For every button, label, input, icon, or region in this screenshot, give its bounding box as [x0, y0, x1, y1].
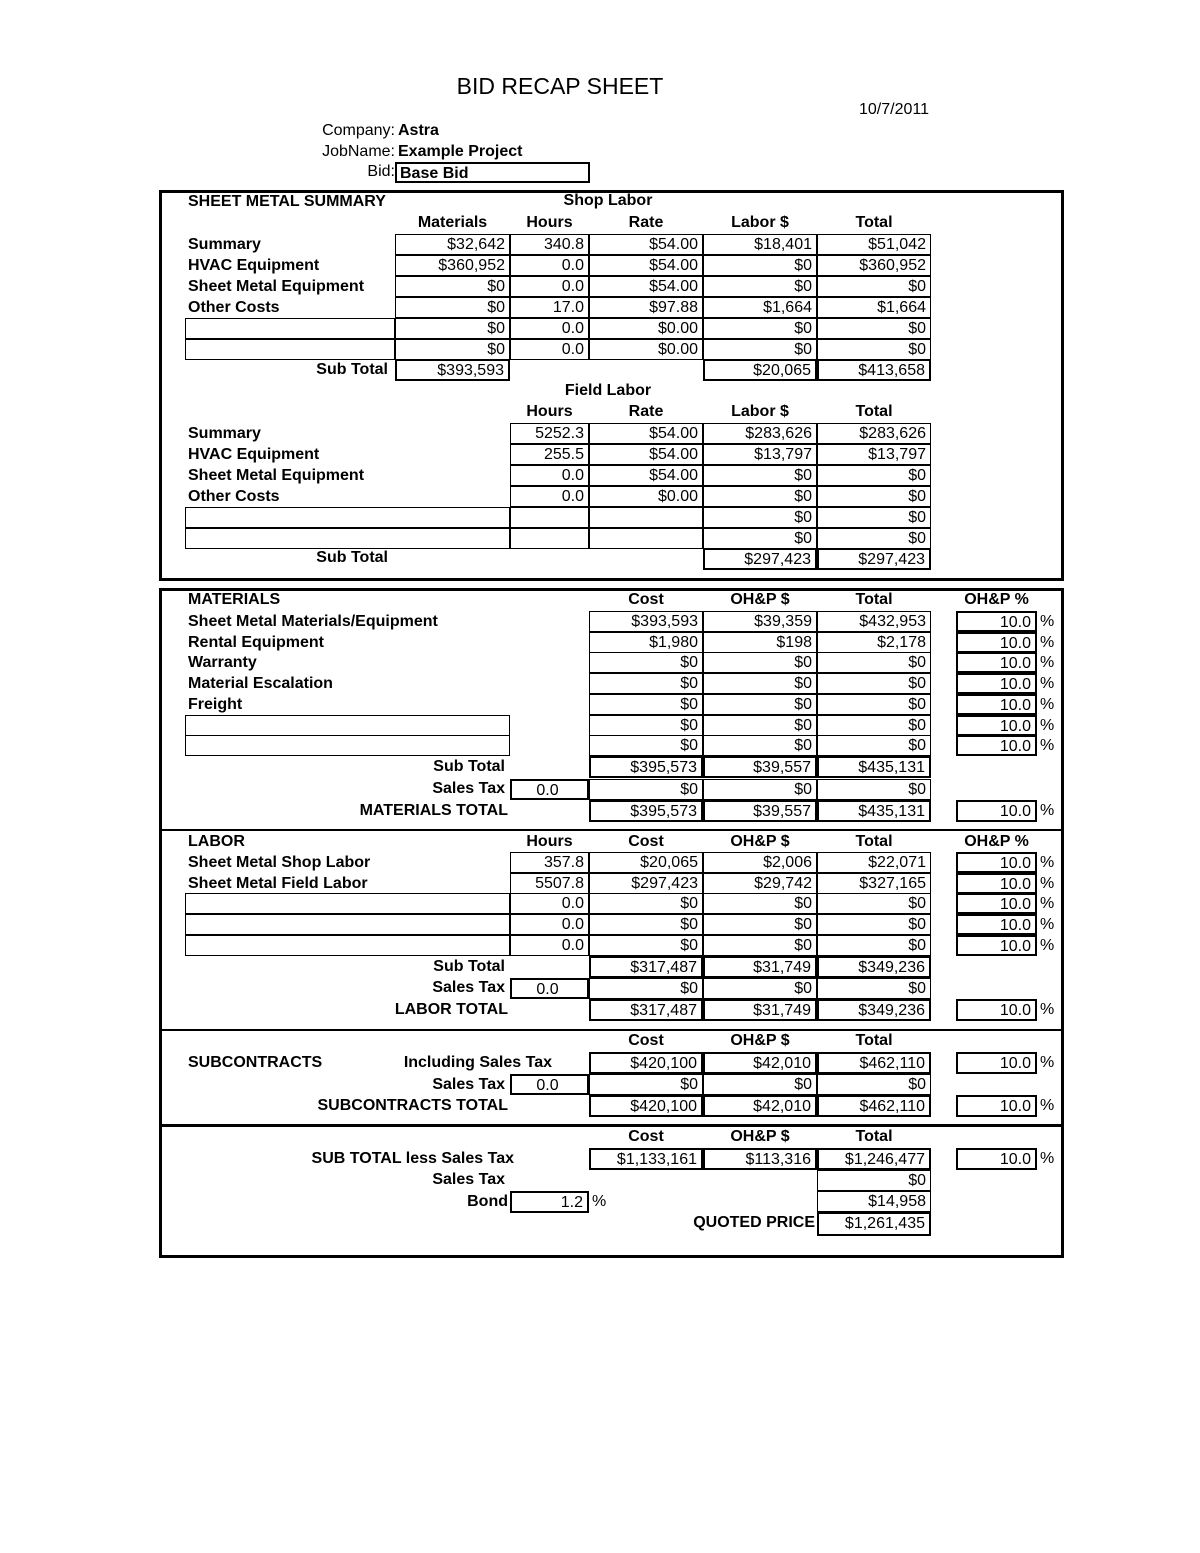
field-subtotal-total[interactable]: $297,423 [817, 548, 931, 570]
field-labor-cell[interactable]: $0 [703, 486, 817, 507]
summary-col-ohp: OH&P $ [730, 1128, 790, 1145]
labor-pct-cell[interactable]: 10.0 [956, 935, 1037, 956]
materials-pct-cell[interactable]: 10.0 [956, 652, 1037, 673]
field-rate-cell[interactable] [589, 528, 703, 549]
shop-labor-cell[interactable]: $0 [703, 339, 817, 360]
shop-hours-cell[interactable]: 17.0 [510, 297, 589, 318]
materials-tax-ohp[interactable]: $0 [703, 779, 817, 800]
materials-cost-cell[interactable]: $0 [589, 694, 703, 715]
materials-subtotal-ohp[interactable]: $39,557 [703, 756, 817, 778]
field-col-rate: Rate [628, 403, 664, 420]
field-rate-cell[interactable]: $54.00 [589, 465, 703, 486]
field-total-cell[interactable]: $13,797 [817, 444, 931, 465]
materials-total-cell[interactable]: $0 [817, 735, 931, 756]
labor-ohp-cell[interactable]: $2,006 [703, 852, 817, 873]
subcontracts-incl-ohp[interactable]: $42,010 [703, 1052, 817, 1074]
shop-labor-cell[interactable]: $0 [703, 276, 817, 297]
quoted-price-total[interactable]: $1,261,435 [817, 1212, 931, 1236]
labor-pct-cell[interactable]: 10.0 [956, 893, 1037, 914]
labor-subtotal-total[interactable]: $349,236 [817, 956, 931, 978]
materials-row-label: Freight [188, 695, 243, 713]
shop-col-rate: Rate [628, 214, 664, 231]
field-labor-cell[interactable]: $0 [703, 528, 817, 549]
materials-grand-ohp[interactable]: $39,557 [703, 800, 817, 822]
percent-sign: % [1040, 613, 1055, 630]
labor-grand-ohp[interactable]: $31,749 [703, 999, 817, 1021]
labor-pct-cell[interactable]: 10.0 [956, 852, 1037, 873]
field-labor-cell[interactable]: $0 [703, 465, 817, 486]
shop-rate-cell[interactable]: $97.88 [589, 297, 703, 318]
percent-sign: % [1040, 1001, 1055, 1018]
field-labor-cell[interactable]: $13,797 [703, 444, 817, 465]
shop-row-label: HVAC Equipment [188, 257, 320, 274]
shop-subtotal-labor[interactable]: $20,065 [703, 359, 817, 381]
materials-pct-cell[interactable]: 10.0 [956, 694, 1037, 715]
bid-value[interactable]: Base Bid [395, 162, 590, 183]
field-labor-cell[interactable]: $283,626 [703, 423, 817, 444]
subcontracts-incl-cost[interactable]: $420,100 [589, 1052, 703, 1074]
materials-tax-rate[interactable]: 0.0 [510, 779, 589, 800]
shop-hours-cell[interactable]: 0.0 [510, 276, 589, 297]
labor-total-cell[interactable]: $0 [817, 914, 931, 935]
materials-total-cell[interactable]: $0 [817, 673, 931, 694]
labor-total-label: LABOR TOTAL [394, 1001, 508, 1018]
materials-pct-cell[interactable]: 10.0 [956, 735, 1037, 756]
shop-subtotal-materials[interactable]: $393,593 [395, 359, 510, 381]
materials-title: MATERIALS [188, 591, 281, 608]
shop-materials-cell[interactable]: $0 [395, 318, 510, 339]
shop-total-cell[interactable]: $360,952 [817, 255, 931, 276]
labor-subtotal-label: Sub Total [433, 958, 505, 975]
percent-sign: % [1040, 802, 1055, 819]
subcontracts-incl-pct[interactable]: 10.0 [956, 1052, 1037, 1074]
labor-total-cell[interactable]: $0 [817, 893, 931, 914]
shop-materials-cell[interactable]: $32,642 [395, 234, 510, 255]
page-title: BID RECAP SHEET [456, 73, 664, 99]
summary-col-total: Total [855, 1128, 893, 1145]
materials-cost-cell[interactable]: $0 [589, 652, 703, 673]
materials-col-cost: Cost [628, 591, 664, 608]
subcontracts-grand-total[interactable]: $462,110 [817, 1095, 931, 1117]
labor-row-label-input[interactable] [185, 935, 510, 956]
labor-total-cell[interactable]: $22,071 [817, 852, 931, 873]
labor-grand-cost[interactable]: $317,487 [589, 999, 703, 1021]
field-total-cell[interactable]: $0 [817, 465, 931, 486]
bond-label: Bond [467, 1193, 508, 1210]
subcontracts-tax-rate[interactable]: 0.0 [510, 1074, 589, 1095]
shop-subtotal-total[interactable]: $413,658 [817, 359, 931, 381]
field-rate-cell[interactable] [589, 507, 703, 528]
materials-cost-cell[interactable]: $1,980 [589, 632, 703, 653]
company-value: Astra [398, 122, 439, 139]
labor-row-label: Sheet Metal Field Labor [188, 874, 368, 892]
field-row-label-input[interactable] [185, 528, 510, 549]
materials-ohp-cell[interactable]: $39,359 [703, 611, 817, 632]
field-row-label: Summary [188, 425, 261, 442]
materials-grand-cost[interactable]: $395,573 [589, 800, 703, 822]
field-hours-cell[interactable] [510, 507, 589, 528]
materials-pct-cell[interactable]: 10.0 [956, 632, 1037, 653]
field-col-total: Total [855, 403, 893, 420]
materials-cost-cell[interactable]: $0 [589, 735, 703, 756]
subcontracts-grand-pct[interactable]: 10.0 [956, 1095, 1037, 1117]
labor-row-label-input[interactable] [185, 914, 510, 935]
materials-subtotal-total[interactable]: $435,131 [817, 756, 931, 778]
sheet-metal-summary-title: SHEET METAL SUMMARY [188, 193, 386, 210]
field-total-cell[interactable]: $0 [817, 528, 931, 549]
shop-subtotal-label: Sub Total [316, 361, 388, 378]
materials-row-label: Sheet Metal Materials/Equipment [188, 613, 438, 630]
shop-labor-cell[interactable]: $0 [703, 318, 817, 339]
percent-sign: % [1040, 936, 1055, 954]
field-subtotal-labor[interactable]: $297,423 [703, 548, 817, 570]
subcontracts-tax-total[interactable]: $0 [817, 1074, 931, 1095]
shop-total-cell[interactable]: $1,664 [817, 297, 931, 318]
divider-labor [159, 829, 1064, 831]
shop-rate-cell[interactable]: $54.00 [589, 276, 703, 297]
labor-grand-total[interactable]: $349,236 [817, 999, 931, 1021]
materials-total-cell[interactable]: $432,953 [817, 611, 931, 632]
labor-col-ohp: OH&P $ [730, 833, 790, 850]
labor-subtotal-ohp[interactable]: $31,749 [703, 956, 817, 978]
percent-sign: % [1040, 1054, 1055, 1071]
labor-ohp-cell[interactable]: $0 [703, 935, 817, 956]
shop-materials-cell[interactable]: $0 [395, 339, 510, 360]
materials-tax-total[interactable]: $0 [817, 779, 931, 800]
labor-subtotal-cost[interactable]: $317,487 [589, 956, 703, 978]
bond-pct[interactable]: 1.2 [510, 1191, 589, 1213]
labor-hours-cell[interactable]: 357.8 [510, 852, 589, 873]
bond-total[interactable]: $14,958 [817, 1191, 931, 1212]
labor-col-total: Total [855, 833, 893, 850]
materials-grand-total[interactable]: $435,131 [817, 800, 931, 822]
labor-col-hours: Hours [526, 833, 573, 850]
materials-cost-cell[interactable]: $0 [589, 673, 703, 694]
field-hours-cell[interactable] [510, 528, 589, 549]
labor-col-cost: Cost [628, 833, 664, 850]
subcontracts-tax-label: Sales Tax [432, 1076, 505, 1093]
materials-subtotal-label: Sub Total [433, 758, 505, 775]
jobname-label: JobName: [322, 143, 395, 160]
summary-subtotal-pct[interactable]: 10.0 [956, 1148, 1037, 1170]
field-labor-title: Field Labor [564, 382, 652, 399]
labor-grand-pct[interactable]: 10.0 [956, 999, 1037, 1021]
subcontracts-tax-ohp[interactable]: $0 [703, 1074, 817, 1095]
shop-col-materials: Materials [417, 214, 488, 231]
labor-row-label: Sheet Metal Shop Labor [188, 854, 371, 871]
percent-sign: % [1040, 854, 1055, 871]
shop-col-hours: Hours [526, 214, 573, 231]
materials-tax-label: Sales Tax [432, 780, 505, 797]
labor-row-label-input[interactable] [185, 893, 510, 914]
summary-subtotal-ohp[interactable]: $113,316 [703, 1148, 817, 1170]
shop-materials-cell[interactable]: $0 [395, 276, 510, 297]
shop-col-labor: Labor $ [731, 214, 789, 231]
subcontracts-total-label: SUBCONTRACTS TOTAL [317, 1097, 508, 1114]
shop-hours-cell[interactable]: 340.8 [510, 234, 589, 255]
shop-rate-cell[interactable]: $0.00 [589, 339, 703, 360]
materials-ohp-cell[interactable]: $0 [703, 735, 817, 756]
labor-tax-cost[interactable]: $0 [589, 978, 703, 999]
percent-sign: % [1040, 716, 1055, 734]
labor-ohp-cell[interactable]: $29,742 [703, 873, 817, 894]
subcontracts-incl-label: Including Sales Tax [403, 1054, 552, 1071]
subcontracts-col-ohp: OH&P $ [730, 1032, 790, 1049]
materials-ohp-cell[interactable]: $0 [703, 652, 817, 673]
field-hours-cell[interactable]: 0.0 [510, 465, 589, 486]
labor-pct-cell[interactable]: 10.0 [956, 873, 1037, 894]
subcontracts-col-total: Total [855, 1032, 893, 1049]
bid-label: Bid: [367, 163, 395, 180]
shop-labor-title: Shop Labor [563, 192, 653, 209]
labor-col-ohp-pct: OH&P % [964, 833, 1029, 850]
shop-hours-cell[interactable]: 0.0 [510, 255, 589, 276]
summary-tax-total[interactable]: $0 [817, 1170, 931, 1191]
percent-sign: % [1040, 874, 1055, 892]
shop-total-cell[interactable]: $0 [817, 318, 931, 339]
field-hours-cell[interactable]: 255.5 [510, 444, 589, 465]
subcontracts-title: SUBCONTRACTS [188, 1054, 323, 1071]
subcontracts-tax-cost[interactable]: $0 [589, 1074, 703, 1095]
shop-materials-cell[interactable]: $0 [395, 297, 510, 318]
labor-pct-cell[interactable]: 10.0 [956, 914, 1037, 935]
shop-materials-cell[interactable]: $360,952 [395, 255, 510, 276]
shop-row-label-input[interactable] [185, 318, 395, 339]
field-col-hours: Hours [526, 403, 573, 420]
field-row-label-input[interactable] [185, 507, 510, 528]
field-total-cell[interactable]: $0 [817, 486, 931, 507]
percent-sign: % [1040, 695, 1055, 713]
materials-cost-cell[interactable]: $393,593 [589, 611, 703, 632]
labor-title: LABOR [188, 833, 245, 850]
field-row-label: HVAC Equipment [188, 446, 320, 463]
labor-hours-cell[interactable]: 5507.8 [510, 873, 589, 894]
labor-tax-rate[interactable]: 0.0 [510, 978, 589, 999]
percent-sign: % [1040, 633, 1055, 651]
materials-total-cell[interactable]: $0 [817, 694, 931, 715]
labor-tax-total[interactable]: $0 [817, 978, 931, 999]
labor-hours-cell[interactable]: 0.0 [510, 914, 589, 935]
field-labor-cell[interactable]: $0 [703, 507, 817, 528]
materials-col-ohp: OH&P $ [730, 591, 790, 608]
percent-sign: % [1040, 737, 1055, 755]
materials-subtotal-cost[interactable]: $395,573 [589, 756, 703, 778]
date: 10/7/2011 [859, 101, 929, 118]
labor-tax-label: Sales Tax [432, 979, 505, 996]
field-row-label: Sheet Metal Equipment [188, 467, 365, 484]
percent-sign: % [1040, 916, 1055, 934]
labor-total-cell[interactable]: $0 [817, 935, 931, 956]
shop-row-label-input[interactable] [185, 339, 395, 360]
field-total-cell[interactable]: $283,626 [817, 423, 931, 444]
jobname-value: Example Project [398, 143, 523, 160]
field-rate-cell[interactable]: $54.00 [589, 444, 703, 465]
summary-subtotal-cost[interactable]: $1,133,161 [589, 1148, 703, 1170]
materials-total-label: MATERIALS TOTAL [359, 802, 508, 819]
subcontracts-col-cost: Cost [628, 1032, 664, 1049]
shop-hours-cell[interactable]: 0.0 [510, 318, 589, 339]
shop-rate-cell[interactable]: $54.00 [589, 255, 703, 276]
shop-rate-cell[interactable]: $0.00 [589, 318, 703, 339]
subcontracts-grand-cost[interactable]: $420,100 [589, 1095, 703, 1117]
subcontracts-incl-total[interactable]: $462,110 [817, 1052, 931, 1074]
company-label: Company: [322, 122, 395, 139]
shop-hours-cell[interactable]: 0.0 [510, 339, 589, 360]
summary-tax-label: Sales Tax [432, 1171, 505, 1188]
field-total-cell[interactable]: $0 [817, 507, 931, 528]
labor-hours-cell[interactable]: 0.0 [510, 893, 589, 914]
labor-total-cell[interactable]: $327,165 [817, 873, 931, 894]
field-col-labor: Labor $ [731, 403, 789, 420]
shop-rate-cell[interactable]: $54.00 [589, 234, 703, 255]
shop-col-total: Total [855, 214, 893, 231]
percent-sign: % [1040, 895, 1055, 913]
percent-sign: % [1040, 675, 1055, 693]
percent-sign: % [1040, 654, 1055, 672]
percent-sign: % [1040, 1097, 1055, 1114]
shop-row-label: Summary [188, 236, 261, 253]
materials-total-cell[interactable]: $2,178 [817, 632, 931, 653]
materials-row-label: Warranty [188, 654, 257, 672]
summary-subtotal-label: SUB TOTAL less Sales Tax [311, 1150, 514, 1167]
shop-labor-cell[interactable]: $1,664 [703, 297, 817, 318]
materials-ohp-cell[interactable]: $0 [703, 694, 817, 715]
materials-pct-cell[interactable]: 10.0 [956, 715, 1037, 736]
summary-col-cost: Cost [628, 1128, 664, 1145]
shop-total-cell[interactable]: $0 [817, 276, 931, 297]
materials-tax-cost[interactable]: $0 [589, 779, 703, 800]
materials-col-total: Total [855, 591, 893, 608]
materials-total-cell[interactable]: $0 [817, 715, 931, 736]
labor-cost-cell[interactable]: $0 [589, 893, 703, 914]
field-row-label: Other Costs [188, 488, 280, 505]
labor-ohp-cell[interactable]: $0 [703, 914, 817, 935]
field-subtotal-label: Sub Total [316, 549, 388, 566]
summary-subtotal-total[interactable]: $1,246,477 [817, 1148, 931, 1170]
subcontracts-grand-ohp[interactable]: $42,010 [703, 1095, 817, 1117]
materials-ohp-cell[interactable]: $0 [703, 715, 817, 736]
field-rate-cell[interactable]: $54.00 [589, 423, 703, 444]
materials-total-cell[interactable]: $0 [817, 652, 931, 673]
labor-cost-cell[interactable]: $0 [589, 935, 703, 956]
shop-row-label: Other Costs [188, 299, 280, 316]
percent-sign: % [592, 1193, 607, 1210]
field-rate-cell[interactable]: $0.00 [589, 486, 703, 507]
materials-ohp-cell[interactable]: $198 [703, 632, 817, 653]
labor-cost-cell[interactable]: $297,423 [589, 873, 703, 894]
materials-ohp-cell[interactable]: $0 [703, 673, 817, 694]
materials-col-ohp-pct: OH&P % [964, 591, 1029, 608]
labor-cost-cell[interactable]: $20,065 [589, 852, 703, 873]
field-hours-cell[interactable]: 0.0 [510, 486, 589, 507]
percent-sign: % [1040, 1150, 1055, 1167]
labor-tax-ohp[interactable]: $0 [703, 978, 817, 999]
materials-pct-cell[interactable]: 10.0 [956, 673, 1037, 694]
shop-total-cell[interactable]: $51,042 [817, 234, 931, 255]
materials-grand-pct[interactable]: 10.0 [956, 800, 1037, 822]
field-hours-cell[interactable]: 5252.3 [510, 423, 589, 444]
labor-cost-cell[interactable]: $0 [589, 914, 703, 935]
materials-row-label: Material Escalation [188, 675, 333, 693]
materials-row-label-input[interactable] [185, 735, 510, 756]
shop-total-cell[interactable]: $0 [817, 339, 931, 360]
materials-row-label-input[interactable] [185, 715, 510, 736]
labor-hours-cell[interactable]: 0.0 [510, 935, 589, 956]
materials-pct-cell[interactable]: 10.0 [956, 611, 1037, 632]
shop-row-label: Sheet Metal Equipment [188, 278, 365, 295]
shop-labor-cell[interactable]: $0 [703, 255, 817, 276]
materials-row-label: Rental Equipment [188, 633, 325, 651]
shop-labor-cell[interactable]: $18,401 [703, 234, 817, 255]
materials-cost-cell[interactable]: $0 [589, 715, 703, 736]
quoted-price-label: QUOTED PRICE [693, 1214, 815, 1231]
labor-ohp-cell[interactable]: $0 [703, 893, 817, 914]
